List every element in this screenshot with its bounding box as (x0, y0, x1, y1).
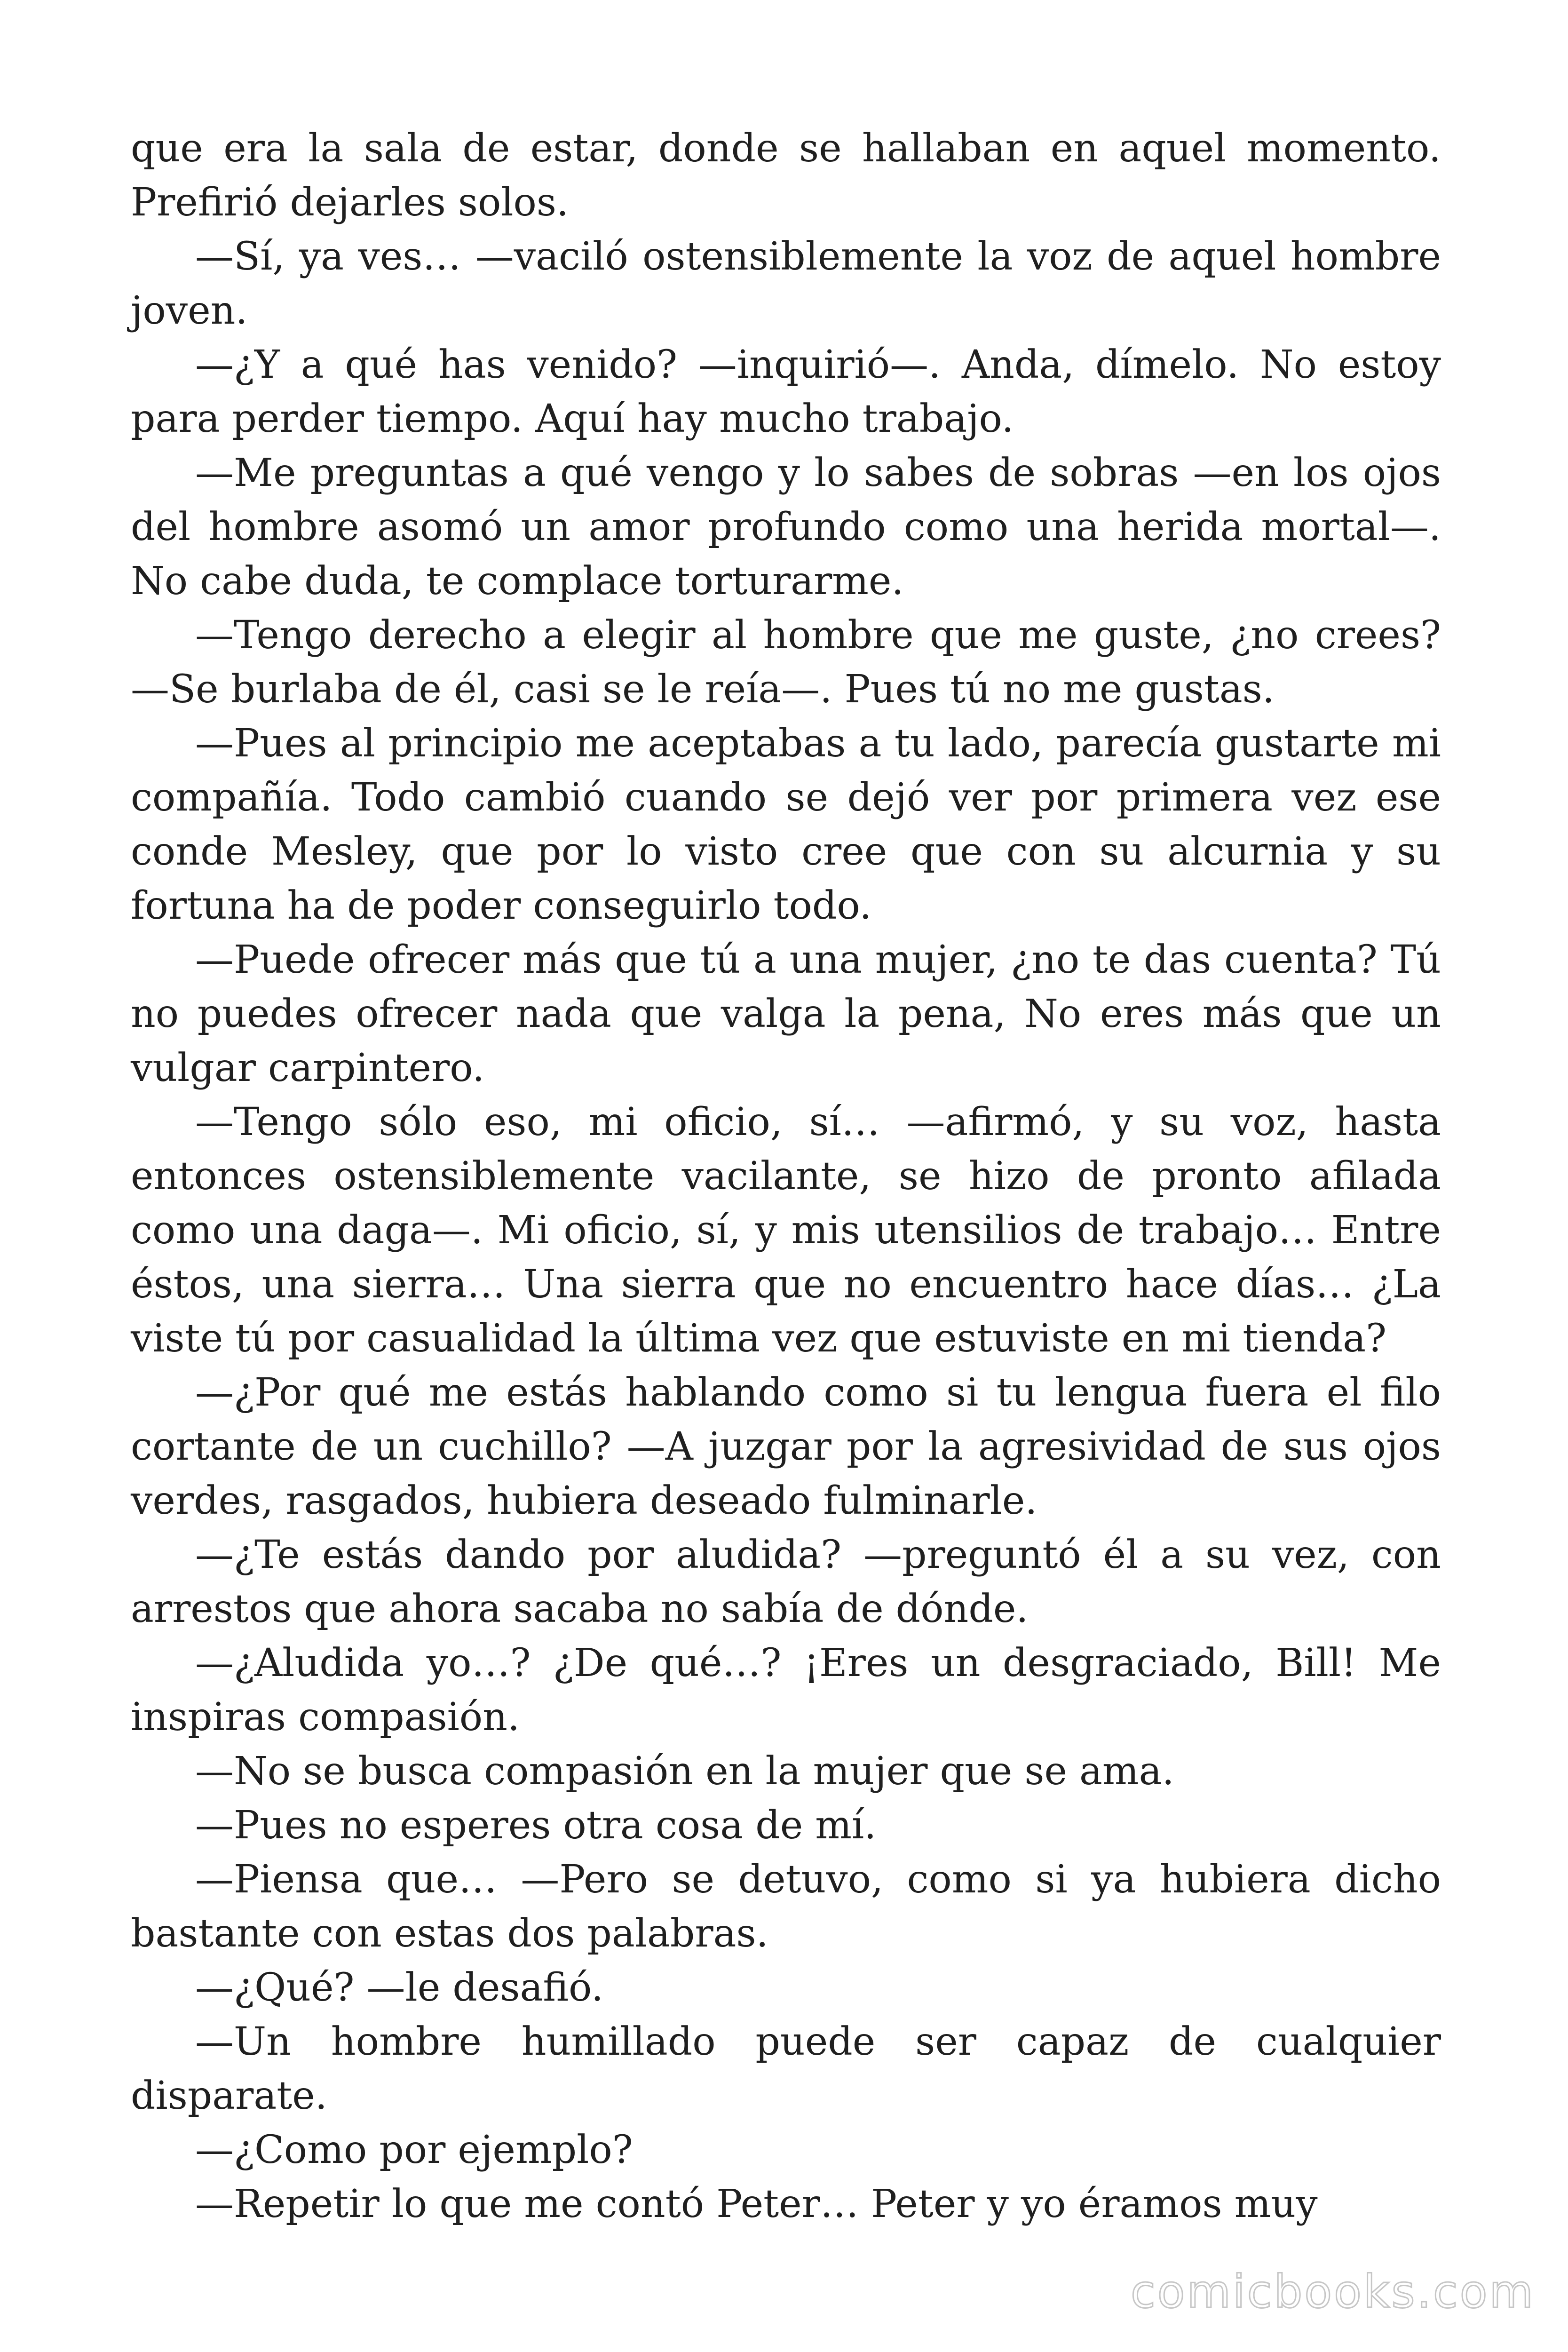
paragraph: —¿Por qué me estás hablando como si tu lengua fuera el filo cortante de un cuchillo? —A juzgar por la agresividad de sus ojos verdes, rasgados, hubiera deseado fulminarle. (131, 1370, 1441, 1523)
paragraph: —Sí, ya ves… —vaciló ostensiblemente la voz de aquel hombre joven. (131, 234, 1441, 333)
book-page-text (131, 121, 1441, 2231)
paragraph: —¿Aludida yo…? ¿De qué…? ¡Eres un desgraciado, Bill! Me inspiras compasión. (131, 1641, 1441, 1740)
paragraph: —¿Y a qué has venido? —inquirió—. Anda, dímelo. No estoy para perder tiempo. Aquí hay mucho trabajo. (131, 342, 1441, 441)
paragraph: —Piensa que… —Pero se detuvo, como si ya hubiera dicho bastante con estas dos palabras. (131, 1857, 1441, 1956)
paragraph: —¿Te estás dando por aludida? —preguntó él a su vez, con arrestos que ahora sacaba no sabía de dónde. (131, 1533, 1441, 1631)
paragraph: —No se busca compasión en la mujer que se ama. (195, 1749, 1174, 1794)
paragraph: —Un hombre humillado puede ser capaz de cualquier disparate. (131, 2019, 1441, 2118)
paragraph: —Pues al principio me aceptabas a tu lado, parecía gustarte mi compañía. Todo cambió cuando se dejó ver por primera vez ese conde Mesley, que por lo visto cree que con su alcurnia y su fortuna ha de poder conseguirlo todo. (131, 721, 1441, 928)
paragraph: —Puede ofrecer más que tú a una mujer, ¿no te das cuenta? Tú no puedes ofrecer nada que valga la pena, No eres más que un vulgar carpintero. (131, 938, 1441, 1090)
watermark: comicbooks.com (1130, 2265, 1535, 2318)
paragraph: —Me preguntas a qué vengo y lo sabes de sobras —en los ojos del hombre asomó un amor profundo como una herida mortal—. No cabe duda, te complace torturarme. (131, 451, 1441, 604)
paragraph: —Pues no esperes otra cosa de mí. (195, 1803, 877, 1848)
paragraph: —¿Como por ejemplo? (195, 2128, 633, 2172)
paragraph: —¿Qué? —le desafió. (195, 1965, 604, 2010)
paragraph: —Repetir lo que me contó Peter… Peter y yo éramos muy (195, 2182, 1318, 2226)
paragraph: —Tengo derecho a elegir al hombre que me guste, ¿no crees? —Se burlaba de él, casi se le reía—. Pues tú no me gustas. (131, 613, 1441, 712)
paragraph: que era la sala de estar, donde se hallaban en aquel momento. Prefirió dejarles solos. (131, 126, 1441, 225)
paragraph: —Tengo sólo eso, mi oficio, sí… —afirmó, y su voz, hasta entonces ostensiblemente vacilante, se hizo de pronto afilada como una daga—. Mi oficio, sí, y mis utensilios de trabajo… Entre éstos, una sierra… Una sierra que no encuentro hace días… ¿La viste tú por casualidad la última vez que estuviste en mi tienda? (131, 1100, 1441, 1361)
